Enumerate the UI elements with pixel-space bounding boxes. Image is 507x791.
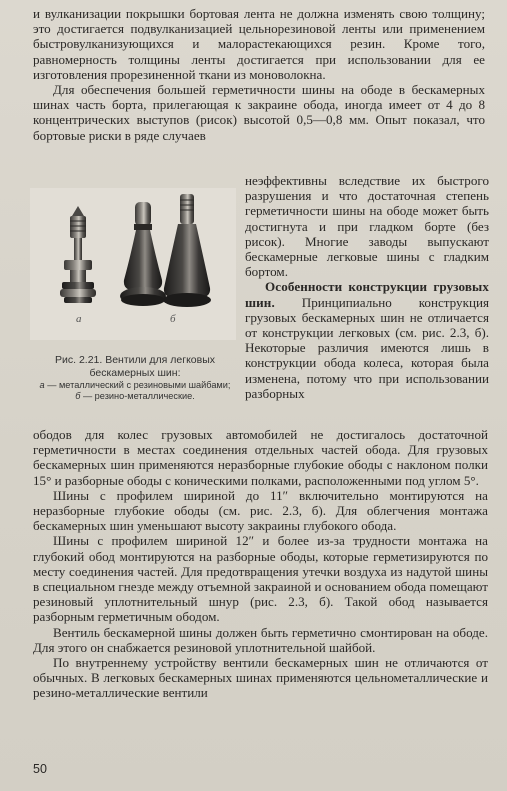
caption-item-b [30, 391, 240, 402]
caption-a-text: — металлический с резиновыми шайбами; [44, 380, 231, 390]
label-b: б [170, 313, 176, 325]
page-number: 50 [33, 762, 47, 776]
label-a: а [76, 313, 82, 325]
paragraph-11-inch: Шины с профилем шириной до 11″ включительно монтируются на неразборные глубокие ободы (см. рис. 2.3, б). Для облегчения монтажа бескамерных шин уменьшают высоту закраины глубокого обода. [33, 487, 488, 534]
paragraph-valve-mount: Вентиль бескамерной шины должен быть герметично смонтирован на ободе. Для этого он снабжается резиновой уплотнительной шайбой. [33, 624, 488, 655]
section-heading: Особенности конструкции грузовых шин. [245, 279, 489, 310]
paragraph-12-inch: Шины с профилем шириной 12″ и более из-за трудности монтажа на глубокий обод монтируются на разборные ободы, которые герметизируются по месту соединения частей. Для предотвращения утечки воздуха из надутой шины в специальном гнезде между отъемной закраиной и основанием обода помещают резиновый уплотнительный шнур (рис. 2.3, б). Такой обод называется разборным герметичным ободом. [33, 533, 488, 625]
paragraph-valve-types: По внутреннему устройству вентили бескамерных шин не отличаются от обычных. В легковых бескамерных шинах применяются цельнометаллические и резино-металлические вентили [33, 655, 488, 701]
paragraph-continuation: и вулканизации покрышки бортовая лента не должна изменять свою толщину; это достигается подвулканизацией цельнорезиновой ленты или применением быстровулканизующихся и малорастекающихся резин. Кроме того, равномерность толщины ленты достигается при использовании для ее изготовления прорезиненной ткани из моноволокна. [33, 6, 485, 82]
figure-valves [30, 188, 236, 340]
bottom-text-block [33, 427, 488, 701]
right-column-text [245, 173, 489, 401]
caption-item-a [30, 380, 240, 391]
paragraph-rims: ободов для колес грузовых автомобилей не достигалось достаточной герметичности в местах соединения отдельных частей обода. Для грузовых бескамерных шин применяются неразборные глубокие ободы с наклоном полки 15° и разборные ободы с коническими полками, расположенными под углом 5°. [33, 427, 488, 488]
caption-a-letter: а [39, 380, 45, 390]
section-heading-text: Принципиально конструкция грузовых бескамерных шин не отличается от конструкции легковых (см. рис. 2.3, б). Некоторые различия имеются лишь в конструкции обода колеса, которая была изменена, потому что при использовании разборных [245, 294, 489, 401]
paragraph-beads: Для обеспечения большей герметичности шины на ободе в бескамерных шинах часть борта, прилегающая к закраине обода, иногда имеет от 4 до 8 концентрических выступов (рисок) высотой 0,5—0,8 мм. Опыт показал, что бортовые риски в ряде случаев [33, 82, 485, 143]
figure-caption [30, 354, 240, 402]
valves-photo [30, 188, 236, 340]
caption-b-letter: б [75, 391, 81, 401]
caption-title: Рис. 2.21. Вентили для легковых бескамерных шин: [54, 354, 216, 379]
paragraph-right-continuation: неэффективны вследствие их быстрого разрушения и что достаточная степень герметичности шины на ободе может быть достигнута и при гладком борте (без рисок). Многие заводы выпускают бескамерные легковые шины с гладким бортом. [245, 173, 489, 280]
caption-b-text: — резино-металлические. [80, 391, 195, 401]
top-text-block [33, 6, 485, 143]
paragraph-truck-tires [245, 279, 489, 401]
